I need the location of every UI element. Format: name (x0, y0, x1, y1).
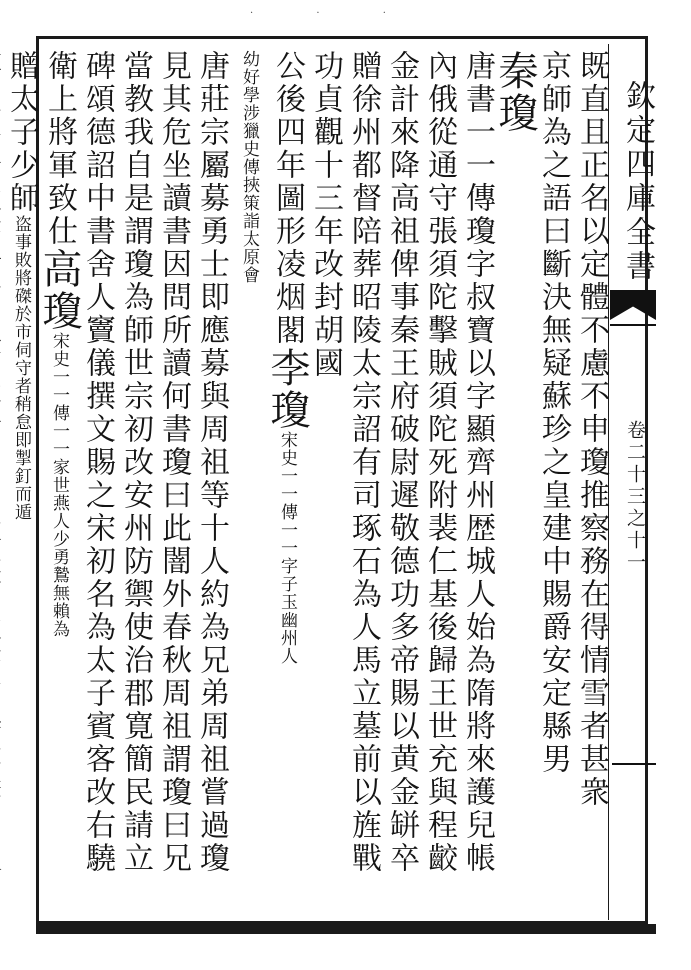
annotation-text: 宋史一一傳一一家世燕人少勇鷙無賴為 (49, 332, 69, 638)
annotation-text: 宋史一一傳一一字子玉幽州人 (277, 431, 297, 665)
text-column (347, 50, 380, 918)
text-column (264, 50, 310, 918)
text-column (233, 50, 266, 918)
body-text: 見其危坐讀書因問所讀何書瓊曰此闇外春秋周祖謂瓊曰兄 (156, 50, 191, 875)
top-dots: · · · (250, 8, 416, 19)
text-column (537, 50, 570, 918)
body-text: 碑頌德詔中書舍人竇儀撰文賜之宋初名為太子賓客改右驍 (80, 50, 115, 875)
fish-tail-line (610, 324, 656, 326)
text-column (461, 50, 494, 918)
text-column (195, 50, 228, 918)
juan-label: 卷二十三之十一 (624, 420, 646, 574)
body-text: 贈徐州都督陪葬昭陵太宗詔有司琢石為人馬立墓前以旌戰 (346, 50, 381, 875)
body-text: 金計來降高祖俾事秦王府破尉遲敬德功多帝賜以黄金缾卒 (384, 50, 419, 875)
annotation-text: 幼好學涉獵史傳挾策詣太原會 (239, 50, 259, 284)
entry-heading: 高瓊 (36, 248, 82, 332)
text-column (309, 50, 342, 918)
text-column (385, 50, 418, 918)
entry-heading: 秦瓊 (492, 50, 538, 134)
text-block (4, 50, 609, 918)
body-text: 贈太子少師 (4, 50, 39, 215)
text-column (81, 50, 114, 918)
body-text: 公後四年圖形凌烟閣 (270, 50, 305, 347)
body-text: 內俄從通守張須陀擊賊須陀死附裴仁基後歸王世充與程齩 (422, 50, 457, 875)
body-text (0, 50, 1, 875)
book-title: 欽定四庫全書 (620, 80, 655, 284)
text-column (119, 50, 152, 918)
body-text: 京師為之語曰斷決無疑蘇珍之皇建中賜爵安定縣男 (536, 50, 571, 776)
body-text: 功貞觀十三年改封胡國 (308, 50, 343, 380)
text-column (575, 50, 608, 918)
body-text: 當教我自是謂瓊為師世宗初改安州防禦使治郡寛簡民請立 (118, 50, 153, 875)
body-text: 既直且正名以定體不慮不申瓊推察務在得情雪者甚衆 (574, 50, 609, 809)
annotation-text: 盗事敗將磔於市伺守者稍怠即掣釘而遁 (11, 215, 31, 521)
text-column (5, 50, 38, 918)
body-text: 衛上將軍致仕 (42, 50, 77, 248)
text-column (157, 50, 190, 918)
text-column (36, 50, 82, 918)
body-text: 唐莊宗屬募勇士即應募與周祖等十人約為兄弟周祖嘗過瓊 (194, 50, 229, 875)
margin-mark (612, 763, 656, 765)
entry-heading: 李瓊 (264, 347, 310, 431)
text-column (492, 50, 538, 918)
bottom-border (36, 924, 656, 934)
text-column (423, 50, 456, 918)
body-text: 唐書一一傳瓊字叔寶以字顯齊州歴城人始為隋將來護兒帳 (460, 50, 495, 875)
